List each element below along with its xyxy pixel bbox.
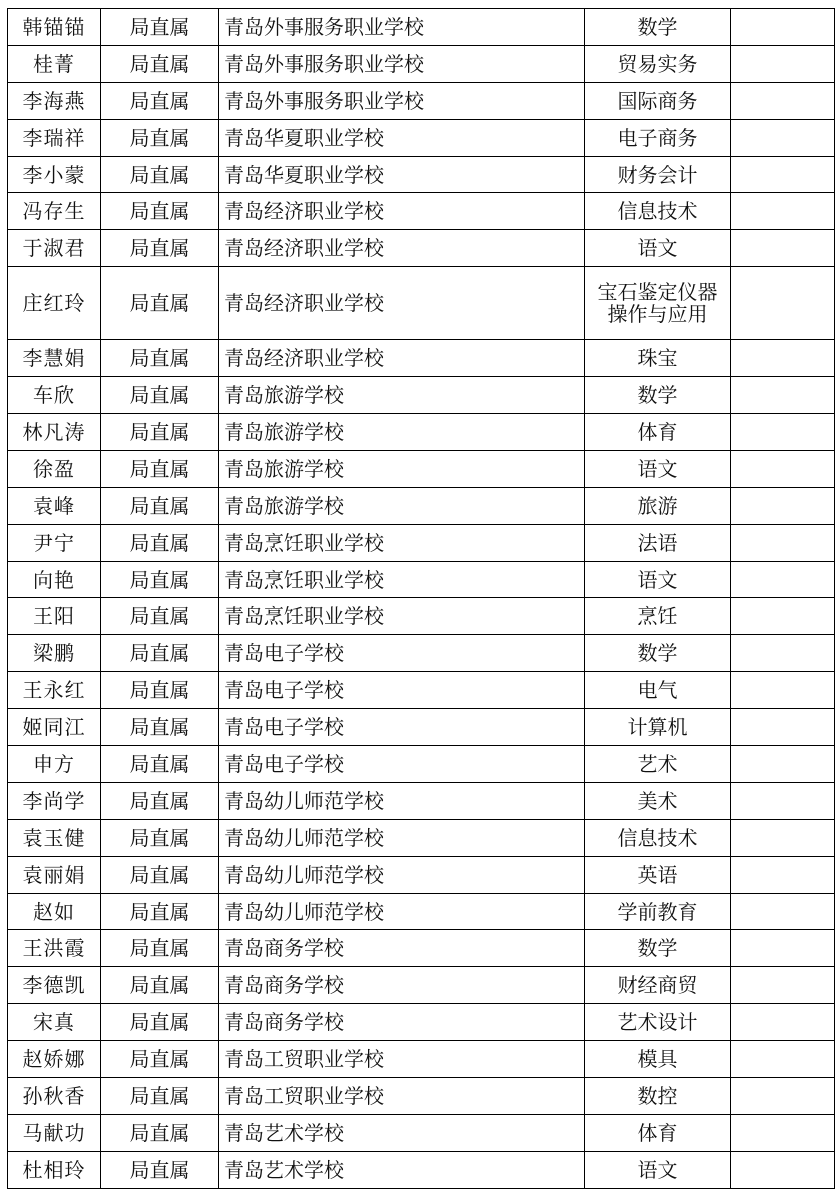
school-cell: 青岛电子学校 [219, 709, 585, 746]
teacher-table [7, 8, 835, 1189]
school-cell: 青岛商务学校 [219, 930, 585, 967]
teacher-name-cell: 孙秋香 [8, 1078, 101, 1115]
unit-cell: 局直属 [101, 414, 219, 451]
remark-cell [731, 856, 835, 893]
school-cell: 青岛烹饪职业学校 [219, 524, 585, 561]
subject-cell: 财经商贸 [585, 967, 731, 1004]
unit-cell: 局直属 [101, 450, 219, 487]
teacher-name-cell: 冯存生 [8, 193, 101, 230]
unit-cell: 局直属 [101, 230, 219, 267]
remark-cell [731, 487, 835, 524]
school-cell: 青岛幼儿师范学校 [219, 782, 585, 819]
remark-cell [731, 9, 835, 46]
teacher-name-cell: 赵如 [8, 893, 101, 930]
teacher-name-cell: 王阳 [8, 598, 101, 635]
unit-cell: 局直属 [101, 893, 219, 930]
remark-cell [731, 1151, 835, 1188]
teacher-name-cell: 李瑞祥 [8, 119, 101, 156]
remark-cell [731, 156, 835, 193]
subject-cell: 电子商务 [585, 119, 731, 156]
teacher-name-cell: 马献功 [8, 1114, 101, 1151]
school-cell: 青岛经济职业学校 [219, 340, 585, 377]
table-row [8, 377, 835, 414]
table-row [8, 893, 835, 930]
table-row [8, 856, 835, 893]
unit-cell: 局直属 [101, 819, 219, 856]
remark-cell [731, 230, 835, 267]
unit-cell: 局直属 [101, 1114, 219, 1151]
table-row [8, 340, 835, 377]
table-row [8, 267, 835, 340]
remark-cell [731, 414, 835, 451]
school-cell: 青岛旅游学校 [219, 450, 585, 487]
school-cell: 青岛艺术学校 [219, 1151, 585, 1188]
school-cell: 青岛电子学校 [219, 635, 585, 672]
table-row [8, 782, 835, 819]
school-cell: 青岛经济职业学校 [219, 267, 585, 340]
table-row [8, 230, 835, 267]
table-row [8, 193, 835, 230]
school-cell: 青岛外事服务职业学校 [219, 9, 585, 46]
subject-cell: 计算机 [585, 709, 731, 746]
subject-cell: 旅游 [585, 487, 731, 524]
table-row [8, 414, 835, 451]
school-cell: 青岛电子学校 [219, 672, 585, 709]
subject-cell [585, 267, 731, 340]
remark-cell [731, 1041, 835, 1078]
remark-cell [731, 82, 835, 119]
subject-line: 宝石鉴定仪器 [597, 280, 718, 305]
unit-cell: 局直属 [101, 1041, 219, 1078]
unit-cell: 局直属 [101, 930, 219, 967]
unit-cell: 局直属 [101, 487, 219, 524]
teacher-name-cell: 林凡涛 [8, 414, 101, 451]
teacher-name-cell: 尹宁 [8, 524, 101, 561]
school-cell: 青岛旅游学校 [219, 487, 585, 524]
unit-cell: 局直属 [101, 709, 219, 746]
school-cell: 青岛工贸职业学校 [219, 1041, 585, 1078]
school-cell: 青岛经济职业学校 [219, 193, 585, 230]
table-row [8, 45, 835, 82]
subject-cell: 电气 [585, 672, 731, 709]
subject-cell: 体育 [585, 414, 731, 451]
unit-cell: 局直属 [101, 82, 219, 119]
remark-cell [731, 967, 835, 1004]
school-cell: 青岛旅游学校 [219, 377, 585, 414]
unit-cell: 局直属 [101, 524, 219, 561]
school-cell: 青岛工贸职业学校 [219, 1078, 585, 1115]
subject-cell: 艺术设计 [585, 1004, 731, 1041]
table-row [8, 1114, 835, 1151]
table-row [8, 9, 835, 46]
table-row [8, 672, 835, 709]
subject-cell: 学前教育 [585, 893, 731, 930]
remark-cell [731, 1004, 835, 1041]
subject-cell: 数控 [585, 1078, 731, 1115]
teacher-name-cell: 庄红玲 [8, 267, 101, 340]
subject-cell: 体育 [585, 1114, 731, 1151]
remark-cell [731, 340, 835, 377]
teacher-name-cell: 车欣 [8, 377, 101, 414]
remark-cell [731, 524, 835, 561]
unit-cell: 局直属 [101, 1151, 219, 1188]
remark-cell [731, 267, 835, 340]
school-cell: 青岛幼儿师范学校 [219, 893, 585, 930]
table-row [8, 967, 835, 1004]
teacher-name-cell: 向艳 [8, 561, 101, 598]
unit-cell: 局直属 [101, 598, 219, 635]
table-row [8, 1041, 835, 1078]
teacher-name-cell: 袁玉健 [8, 819, 101, 856]
teacher-name-cell: 徐盈 [8, 450, 101, 487]
subject-cell: 国际商务 [585, 82, 731, 119]
subject-cell: 信息技术 [585, 193, 731, 230]
unit-cell: 局直属 [101, 1004, 219, 1041]
remark-cell [731, 119, 835, 156]
table-row [8, 930, 835, 967]
school-cell: 青岛烹饪职业学校 [219, 561, 585, 598]
remark-cell [731, 1078, 835, 1115]
remark-cell [731, 746, 835, 783]
table-row [8, 524, 835, 561]
remark-cell [731, 782, 835, 819]
remark-cell [731, 193, 835, 230]
table-row [8, 635, 835, 672]
remark-cell [731, 561, 835, 598]
table-row [8, 561, 835, 598]
subject-cell: 财务会计 [585, 156, 731, 193]
remark-cell [731, 893, 835, 930]
unit-cell: 局直属 [101, 746, 219, 783]
subject-cell: 数学 [585, 930, 731, 967]
teacher-name-cell: 韩锚锚 [8, 9, 101, 46]
teacher-name-cell: 宋真 [8, 1004, 101, 1041]
teacher-name-cell: 李尚学 [8, 782, 101, 819]
subject-cell: 信息技术 [585, 819, 731, 856]
unit-cell: 局直属 [101, 193, 219, 230]
subject-cell: 烹饪 [585, 598, 731, 635]
remark-cell [731, 819, 835, 856]
teacher-name-cell: 姬同江 [8, 709, 101, 746]
unit-cell: 局直属 [101, 856, 219, 893]
teacher-name-cell: 李慧娟 [8, 340, 101, 377]
school-cell: 青岛烹饪职业学校 [219, 598, 585, 635]
table-row [8, 450, 835, 487]
school-cell: 青岛电子学校 [219, 746, 585, 783]
school-cell: 青岛幼儿师范学校 [219, 819, 585, 856]
remark-cell [731, 1114, 835, 1151]
table-row [8, 1078, 835, 1115]
teacher-name-cell: 李海燕 [8, 82, 101, 119]
remark-cell [731, 930, 835, 967]
table-row [8, 119, 835, 156]
subject-cell: 美术 [585, 782, 731, 819]
subject-cell: 法语 [585, 524, 731, 561]
subject-line: 操作与应用 [607, 302, 708, 327]
subject-cell: 数学 [585, 9, 731, 46]
subject-cell: 数学 [585, 635, 731, 672]
school-cell: 青岛艺术学校 [219, 1114, 585, 1151]
teacher-name-cell: 于淑君 [8, 230, 101, 267]
unit-cell: 局直属 [101, 967, 219, 1004]
unit-cell: 局直属 [101, 635, 219, 672]
unit-cell: 局直属 [101, 156, 219, 193]
subject-cell: 英语 [585, 856, 731, 893]
teacher-name-cell: 申方 [8, 746, 101, 783]
remark-cell [731, 672, 835, 709]
subject-cell: 语文 [585, 1151, 731, 1188]
table-row [8, 156, 835, 193]
table-row [8, 1151, 835, 1188]
teacher-name-cell: 李小蒙 [8, 156, 101, 193]
unit-cell: 局直属 [101, 119, 219, 156]
school-cell: 青岛商务学校 [219, 967, 585, 1004]
subject-cell: 语文 [585, 561, 731, 598]
subject-cell: 语文 [585, 230, 731, 267]
teacher-name-cell: 赵娇娜 [8, 1041, 101, 1078]
school-cell: 青岛经济职业学校 [219, 230, 585, 267]
unit-cell: 局直属 [101, 377, 219, 414]
unit-cell: 局直属 [101, 45, 219, 82]
school-cell: 青岛外事服务职业学校 [219, 45, 585, 82]
remark-cell [731, 709, 835, 746]
unit-cell: 局直属 [101, 672, 219, 709]
teacher-name-cell: 袁峰 [8, 487, 101, 524]
unit-cell: 局直属 [101, 561, 219, 598]
table-row [8, 709, 835, 746]
teacher-name-cell: 梁鹏 [8, 635, 101, 672]
school-cell: 青岛华夏职业学校 [219, 119, 585, 156]
remark-cell [731, 450, 835, 487]
teacher-name-cell: 袁丽娟 [8, 856, 101, 893]
subject-cell: 数学 [585, 377, 731, 414]
remark-cell [731, 377, 835, 414]
table-row [8, 487, 835, 524]
teacher-name-cell: 王永红 [8, 672, 101, 709]
teacher-name-cell: 王洪霞 [8, 930, 101, 967]
subject-cell: 贸易实务 [585, 45, 731, 82]
table-row [8, 819, 835, 856]
subject-cell: 珠宝 [585, 340, 731, 377]
table-row [8, 746, 835, 783]
remark-cell [731, 635, 835, 672]
unit-cell: 局直属 [101, 340, 219, 377]
unit-cell: 局直属 [101, 782, 219, 819]
unit-cell: 局直属 [101, 9, 219, 46]
school-cell: 青岛华夏职业学校 [219, 156, 585, 193]
school-cell: 青岛商务学校 [219, 1004, 585, 1041]
table-row [8, 1004, 835, 1041]
school-cell: 青岛幼儿师范学校 [219, 856, 585, 893]
table-row [8, 82, 835, 119]
subject-cell: 艺术 [585, 746, 731, 783]
teacher-name-cell: 李德凯 [8, 967, 101, 1004]
school-cell: 青岛旅游学校 [219, 414, 585, 451]
remark-cell [731, 598, 835, 635]
teacher-table-body [8, 9, 835, 1189]
remark-cell [731, 45, 835, 82]
unit-cell: 局直属 [101, 267, 219, 340]
teacher-name-cell: 桂菁 [8, 45, 101, 82]
subject-cell: 模具 [585, 1041, 731, 1078]
table-row [8, 598, 835, 635]
unit-cell: 局直属 [101, 1078, 219, 1115]
teacher-name-cell: 杜相玲 [8, 1151, 101, 1188]
subject-cell: 语文 [585, 450, 731, 487]
school-cell: 青岛外事服务职业学校 [219, 82, 585, 119]
